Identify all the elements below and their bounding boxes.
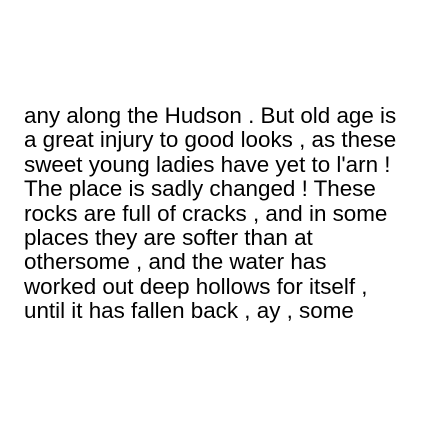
- text-line-6: places they are softer than at: [24, 224, 313, 250]
- text-line-3: sweet young ladies have yet to l'arn !: [24, 151, 391, 177]
- text-line-5: rocks are full of cracks , and in some: [24, 200, 388, 226]
- text-passage: [24, 104, 444, 324]
- text-line-1: any along the Hudson . But old age is: [24, 103, 397, 128]
- text-line-9: until it has fallen back , ay , some: [24, 298, 354, 324]
- text-line-8: worked out deep hollows for itself ,: [24, 273, 368, 299]
- text-line-7: othersome , and the water has: [24, 249, 327, 275]
- text-line-4: The place is sadly changed ! These: [24, 176, 376, 202]
- text-line-2: a great injury to good looks , as these: [24, 127, 397, 153]
